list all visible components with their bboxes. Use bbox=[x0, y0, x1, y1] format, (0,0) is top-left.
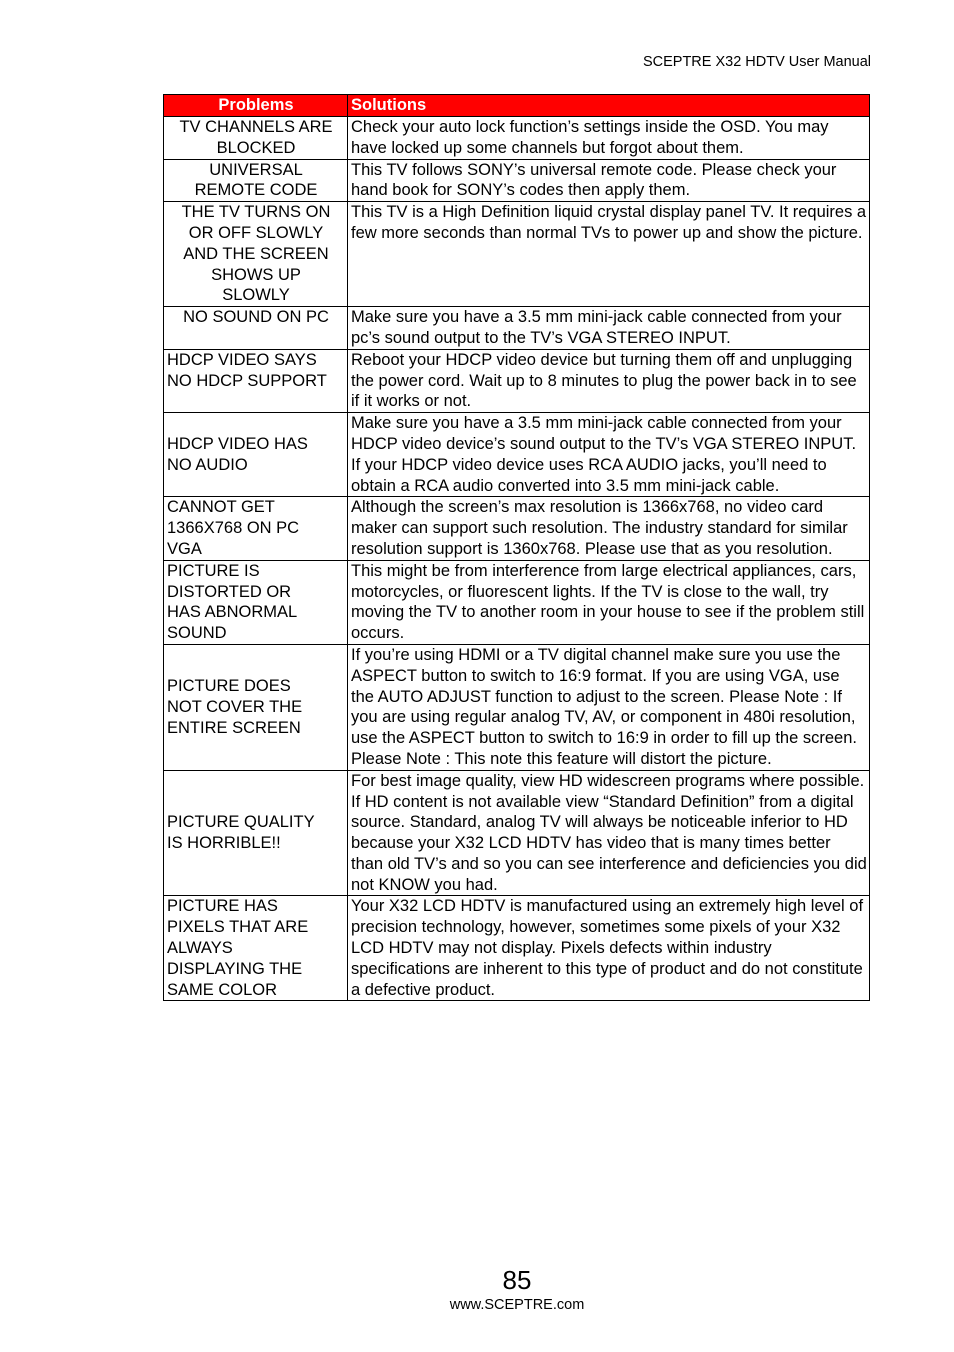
solution-cell: This might be from interference from large electrical appliances, cars, motorcycles, or fluorescent lights. If the TV is close to the wall, try moving the TV to another room in your house to see if the problem still occurs. bbox=[348, 560, 870, 644]
table-row bbox=[164, 413, 870, 497]
problem-cell: NO SOUND ON PC bbox=[164, 307, 348, 350]
table-header-row bbox=[164, 95, 870, 117]
solution-cell: Although the screen’s max resolution is 1366x768, no video card maker can support such resolution. The industry standard for similar resolution support is 1360x768. Please use that as you resolution. bbox=[348, 497, 870, 560]
table-row bbox=[164, 896, 870, 1001]
problem-cell: PICTURE QUALITY IS HORRIBLE!! bbox=[164, 770, 348, 896]
solution-cell: Your X32 LCD HDTV is manufactured using an extremely high level of precision technology, however, sometimes some pixels of your X32 LCD HDTV may not display. Pixels defects within industry specifications are inherent to this type of product and do not constitute a defective product. bbox=[348, 896, 870, 1001]
website-footer: www.SCEPTRE.com bbox=[449, 1297, 585, 1313]
troubleshooting-table bbox=[163, 94, 870, 1001]
table-row bbox=[164, 770, 870, 896]
problem-cell: THE TV TURNS ON OR OFF SLOWLY AND THE SCREEN SHOWS UP SLOWLY bbox=[164, 202, 348, 307]
solution-cell: Make sure you have a 3.5 mm mini-jack cable connected from your pc’s sound output to the TV’s VGA STEREO INPUT. bbox=[348, 307, 870, 350]
table-row bbox=[164, 349, 870, 412]
table-row bbox=[164, 497, 870, 560]
problem-cell: PICTURE IS DISTORTED OR HAS ABNORMAL SOUND bbox=[164, 560, 348, 644]
solution-cell: If you’re using HDMI or a TV digital channel make sure you use the ASPECT button to switch to 16:9 format. If you are using VGA, use the AUTO ADJUST function to adjust to the screen. Please Note : If you are using regular analog TV, AV, or component in 480i resolution, use the ASPECT button to switch to 16:9 in order to fill up the screen. Please Note : This note this feature will distort the picture. bbox=[348, 644, 870, 770]
problem-cell: HDCP VIDEO HAS NO AUDIO bbox=[164, 413, 348, 497]
page-number: 85 bbox=[502, 1265, 532, 1295]
problem-cell: PICTURE DOES NOT COVER THE ENTIRE SCREEN bbox=[164, 644, 348, 770]
running-header: SCEPTRE X32 HDTV User Manual bbox=[642, 54, 871, 70]
solution-cell: Reboot your HDCP video device but turning them off and unplugging the power cord. Wait up to 8 minutes to plug the power back in to see if it works or not. bbox=[348, 349, 870, 412]
solutions-column-header: Solutions bbox=[348, 95, 870, 117]
problem-cell: PICTURE HAS PIXELS THAT ARE ALWAYS DISPLAYING THE SAME COLOR bbox=[164, 896, 348, 1001]
problem-cell: CANNOT GET 1366X768 ON PC VGA bbox=[164, 497, 348, 560]
solution-cell: For best image quality, view HD widescreen programs where possible. If HD content is not available view “Standard Definition” from a digital source. Standard, analog TV will always be noticeable inferior to HD because your X32 LCD HDTV has video that is many times better than old TV’s and so you can see interference and deficiencies you did not KNOW you had. bbox=[348, 770, 870, 896]
problem-cell: TV CHANNELS ARE BLOCKED bbox=[164, 117, 348, 160]
table-row bbox=[164, 159, 870, 202]
solution-cell: This TV is a High Definition liquid crystal display panel TV. It requires a few more seconds than normal TVs to power up and show the picture. bbox=[348, 202, 870, 307]
table-row bbox=[164, 307, 870, 350]
problem-cell: HDCP VIDEO SAYS NO HDCP SUPPORT bbox=[164, 349, 348, 412]
table-row bbox=[164, 117, 870, 160]
table-row bbox=[164, 560, 870, 644]
solution-cell: Make sure you have a 3.5 mm mini-jack cable connected from your HDCP video device’s sound output to the TV’s VGA STEREO INPUT. If your HDCP video device uses RCA AUDIO jacks, you’ll need to obtain a RCA audio converted into 3.5 mm mini-jack cable. bbox=[348, 413, 870, 497]
problem-cell: UNIVERSAL REMOTE CODE bbox=[164, 159, 348, 202]
solution-cell: Check your auto lock function’s settings inside the OSD. You may have locked up some channels but forgot about them. bbox=[348, 117, 870, 160]
table-row bbox=[164, 644, 870, 770]
solution-cell: This TV follows SONY’s universal remote code. Please check your hand book for SONY’s codes then apply them. bbox=[348, 159, 870, 202]
problems-column-header: Problems bbox=[164, 95, 348, 117]
table-row bbox=[164, 202, 870, 307]
